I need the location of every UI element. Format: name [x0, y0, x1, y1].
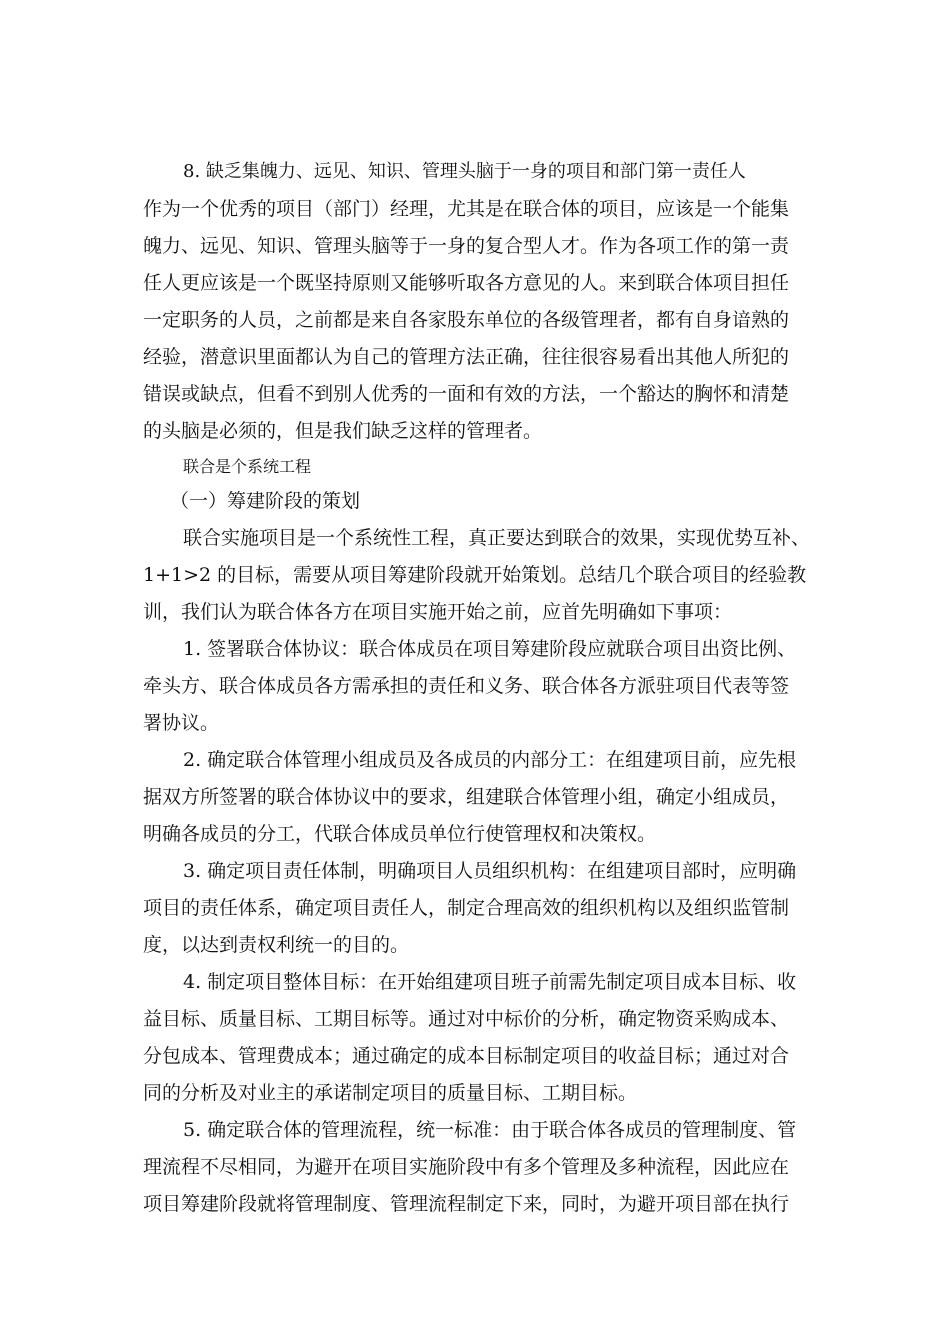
- paragraph-line: 训，我们认为联合体各方在项目实施开始之前，应首先明确如下事项：: [143, 601, 733, 623]
- list-item-2: 2. 确定联合体管理小组成员及各成员的内部分工：在组建项目前，应先根: [183, 749, 797, 771]
- paragraph-line: 任人更应该是一个既坚持原则又能够听取各方意见的人。来到联合体项目担任: [143, 272, 790, 294]
- paragraph-line: 分包成本、管理费成本；通过确定的成本目标制定项目的收益目标；通过对合: [143, 1045, 790, 1067]
- paragraph-line: 经验，潜意识里面都认为自己的管理方法正确，往往很容易看出其他人所犯的: [143, 346, 790, 368]
- paragraph-line: 理流程不尽相同，为避开在项目实施阶段中有多个管理及多种流程，因此应在: [143, 1156, 790, 1178]
- paragraph-line: 益目标、质量目标、工期目标等。通过对中标价的分析，确定物资采购成本、: [143, 1008, 790, 1030]
- paragraph-line: 度，以达到责权利统一的目的。: [143, 934, 410, 956]
- list-item-1: 1. 签署联合体协议：联合体成员在项目筹建阶段应就联合项目出资比例、: [183, 638, 797, 660]
- paragraph-line: 项目筹建阶段就将管理制度、管理流程制定下来，同时，为避开项目部在执行: [143, 1193, 790, 1215]
- paragraph-line: 明确各成员的分工，代联合体成员单位行使管理权和决策权。: [143, 823, 657, 845]
- paragraph-line: 牵头方、联合体成员各方需承担的责任和义务、联合体各方派驻项目代表等签: [143, 675, 790, 697]
- section-heading-8: 8. 缺乏集魄力、远见、知识、管理头脑于一身的项目和部门第一责任人: [183, 161, 746, 182]
- paragraph-line: 错误或缺点，但看不到别人优秀的一面和有效的方法，一个豁达的胸怀和清楚: [143, 383, 790, 405]
- paragraph-line: 魄力、远见、知识、管理头脑等于一身的复合型人才。作为各项工作的第一责: [143, 235, 790, 257]
- paragraph-line: 同的分析及对业主的承诺制定项目的质量目标、工期目标。: [143, 1082, 638, 1104]
- list-item-4: 4. 制定项目整体目标：在开始组建项目班子前需先制定项目成本目标、收: [183, 971, 797, 993]
- list-item-5: 5. 确定联合体的管理流程，统一标准：由于联合体各成员的管理制度、管: [183, 1119, 797, 1141]
- paragraph-line: 作为一个优秀的项目（部门）经理，尤其是在联合体的项目，应该是一个能集: [143, 198, 790, 220]
- paragraph-line: 1+1>2 的目标，需要从项目筹建阶段就开始策划。总结几个联合项目的经验教: [143, 564, 807, 586]
- paragraph-line: 项目的责任体系，确定项目责任人，制定合理高效的组织机构以及组织监管制: [143, 897, 790, 919]
- paragraph-line: 据双方所签署的联合体协议中的要求，组建联合体管理小组，确定小组成员，: [143, 786, 790, 808]
- paragraph-line: 的头脑是必须的，但是我们缺乏这样的管理者。: [143, 420, 543, 442]
- list-item-3: 3. 确定项目责任体制，明确项目人员组织机构：在组建项目部时，应明确: [183, 860, 797, 882]
- section-heading: 联合是个系统工程: [183, 457, 312, 476]
- paragraph-line: 联合实施项目是一个系统性工程，真正要达到联合的效果，实现优势互补、: [183, 527, 811, 549]
- subsection-heading: （一）筹建阶段的策划: [170, 490, 361, 512]
- paragraph-line: 一定职务的人员，之前都是来自各家股东单位的各级管理者，都有自身谙熟的: [143, 309, 790, 331]
- paragraph-line: 署协议。: [143, 712, 220, 734]
